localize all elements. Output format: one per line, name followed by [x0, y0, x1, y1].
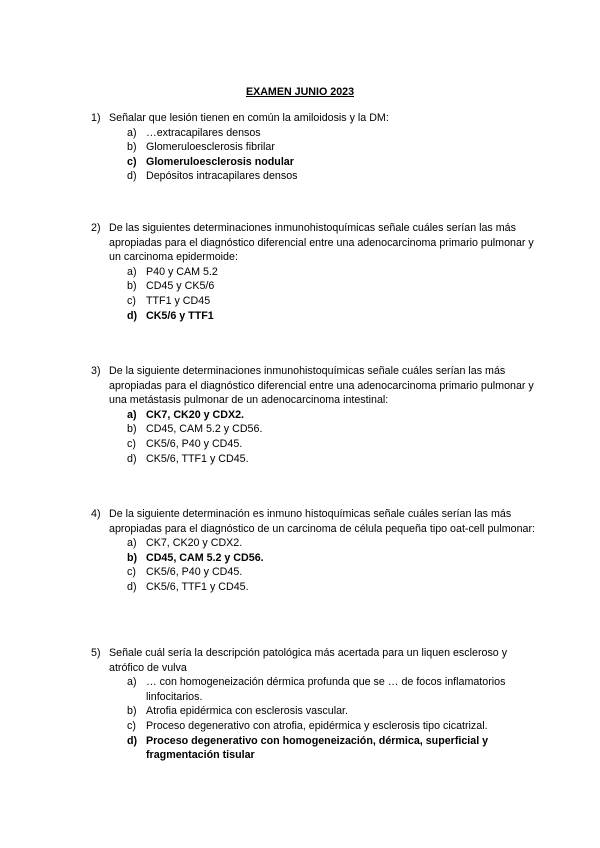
question-3 — [91, 364, 541, 466]
option-b-correct — [127, 551, 541, 566]
option-a-correct — [127, 408, 541, 423]
option-letter: b) — [127, 141, 137, 154]
option-a — [127, 126, 541, 141]
option-b — [127, 140, 541, 155]
option-letter: a) — [127, 265, 137, 278]
option-letter: a) — [127, 676, 137, 689]
option-letter: b) — [127, 280, 137, 293]
option-letter: a) — [127, 126, 137, 139]
option-c — [127, 565, 541, 580]
option-letter: d) — [127, 309, 138, 322]
option-letter: b) — [127, 705, 137, 718]
option-text: TTF1 y CD45 — [146, 294, 211, 307]
option-text: Atrofia epidérmica con esclerosis vascular. — [146, 705, 348, 718]
option-letter: d) — [127, 452, 137, 465]
option-text: CK5/6, P40 y CD45. — [146, 437, 243, 450]
option-letter: c) — [127, 719, 136, 732]
question-1 — [91, 111, 541, 184]
option-a — [127, 536, 541, 551]
option-c — [127, 437, 541, 452]
option-text: CK5/6, TTF1 y CD45. — [146, 452, 249, 465]
option-text: CK7, CK20 y CDX2. — [146, 408, 245, 421]
option-text: CK5/6, P40 y CD45. — [146, 566, 243, 579]
option-text: CK5/6, TTF1 y CD45. — [146, 580, 249, 593]
question-number: 2) — [91, 222, 101, 234]
option-letter: a) — [127, 408, 137, 421]
question-number: 3) — [91, 365, 101, 377]
option-d — [127, 452, 541, 467]
question-5 — [91, 646, 541, 763]
option-text: CD45, CAM 5.2 y CD56. — [146, 423, 263, 436]
option-letter: c) — [127, 294, 136, 307]
option-text: Glomeruloesclerosis fibrilar — [146, 141, 275, 154]
option-letter: d) — [127, 734, 138, 747]
option-text: CK7, CK20 y CDX2. — [146, 537, 243, 550]
question-number: 5) — [91, 647, 101, 659]
option-letter: b) — [127, 551, 138, 564]
option-letter: d) — [127, 580, 137, 593]
option-b — [127, 279, 541, 294]
question-2 — [91, 221, 541, 323]
option-text: CK5/6 y TTF1 — [146, 309, 214, 322]
question-4 — [91, 507, 541, 595]
option-letter: a) — [127, 537, 137, 550]
option-a — [127, 265, 541, 280]
option-text: … con homogeneización dérmica profunda que se … de focos inflamatorios linfocitarios. — [146, 676, 506, 703]
option-text: P40 y CAM 5.2 — [146, 265, 218, 278]
question-number: 4) — [91, 508, 101, 520]
question-text: De la siguiente determinación es inmuno histoquímicas señale cuáles serían las más apropiadas para el diagnóstico de un carcinoma de célula pequeña tipo oat-cell pulmonar: — [109, 508, 535, 535]
question-text: De la siguiente determinaciones inmunohistoquímicas señale cuáles serían las más apropiadas para el diagnóstico diferencial entre una adenocarcinoma primario pulmonar y una metástasis pulmonar de un adenocarcinoma intestinal: — [109, 365, 534, 407]
option-letter: c) — [127, 566, 136, 579]
option-text: …extracapilares densos — [146, 126, 261, 139]
option-letter: c) — [127, 437, 136, 450]
option-d-correct — [127, 734, 541, 763]
question-text: De las siguientes determinaciones inmunohistoquímicas señale cuáles serían las más apropiadas para el diagnóstico diferencial entre una adenocarcinoma primario pulmonar y un carcinoma epidermoide: — [109, 222, 534, 264]
option-letter: c) — [127, 155, 137, 168]
option-text: Depósitos intracapilares densos — [146, 170, 298, 183]
option-text: Proceso degenerativo con atrofia, epidérmica y esclerosis tipo cicatrizal. — [146, 719, 488, 732]
option-text: Glomeruloesclerosis nodular — [146, 155, 294, 168]
exam-title: EXAMEN JUNIO 2023 — [245, 86, 355, 98]
option-letter: b) — [127, 423, 137, 436]
option-b — [127, 704, 541, 719]
option-b — [127, 422, 541, 437]
option-c — [127, 719, 541, 734]
question-text: Señalar que lesión tienen en común la amiloidosis y la DM: — [109, 112, 389, 124]
option-d — [127, 580, 541, 595]
option-d — [127, 169, 541, 184]
question-text: Señale cuál sería la descripción patológica más acertada para un liquen escleroso y atrófico de vulva — [109, 647, 508, 674]
option-c — [127, 294, 541, 309]
option-text: Proceso degenerativo con homogeneización, dérmica, superficial y fragmentación tisular — [146, 734, 489, 762]
option-c-correct — [127, 155, 541, 170]
option-text: CD45, CAM 5.2 y CD56. — [146, 551, 264, 564]
option-text: CD45 y CK5/6 — [146, 280, 215, 293]
question-number: 1) — [91, 112, 101, 124]
option-d-correct — [127, 309, 541, 324]
option-letter: d) — [127, 170, 137, 183]
option-a — [127, 675, 541, 704]
